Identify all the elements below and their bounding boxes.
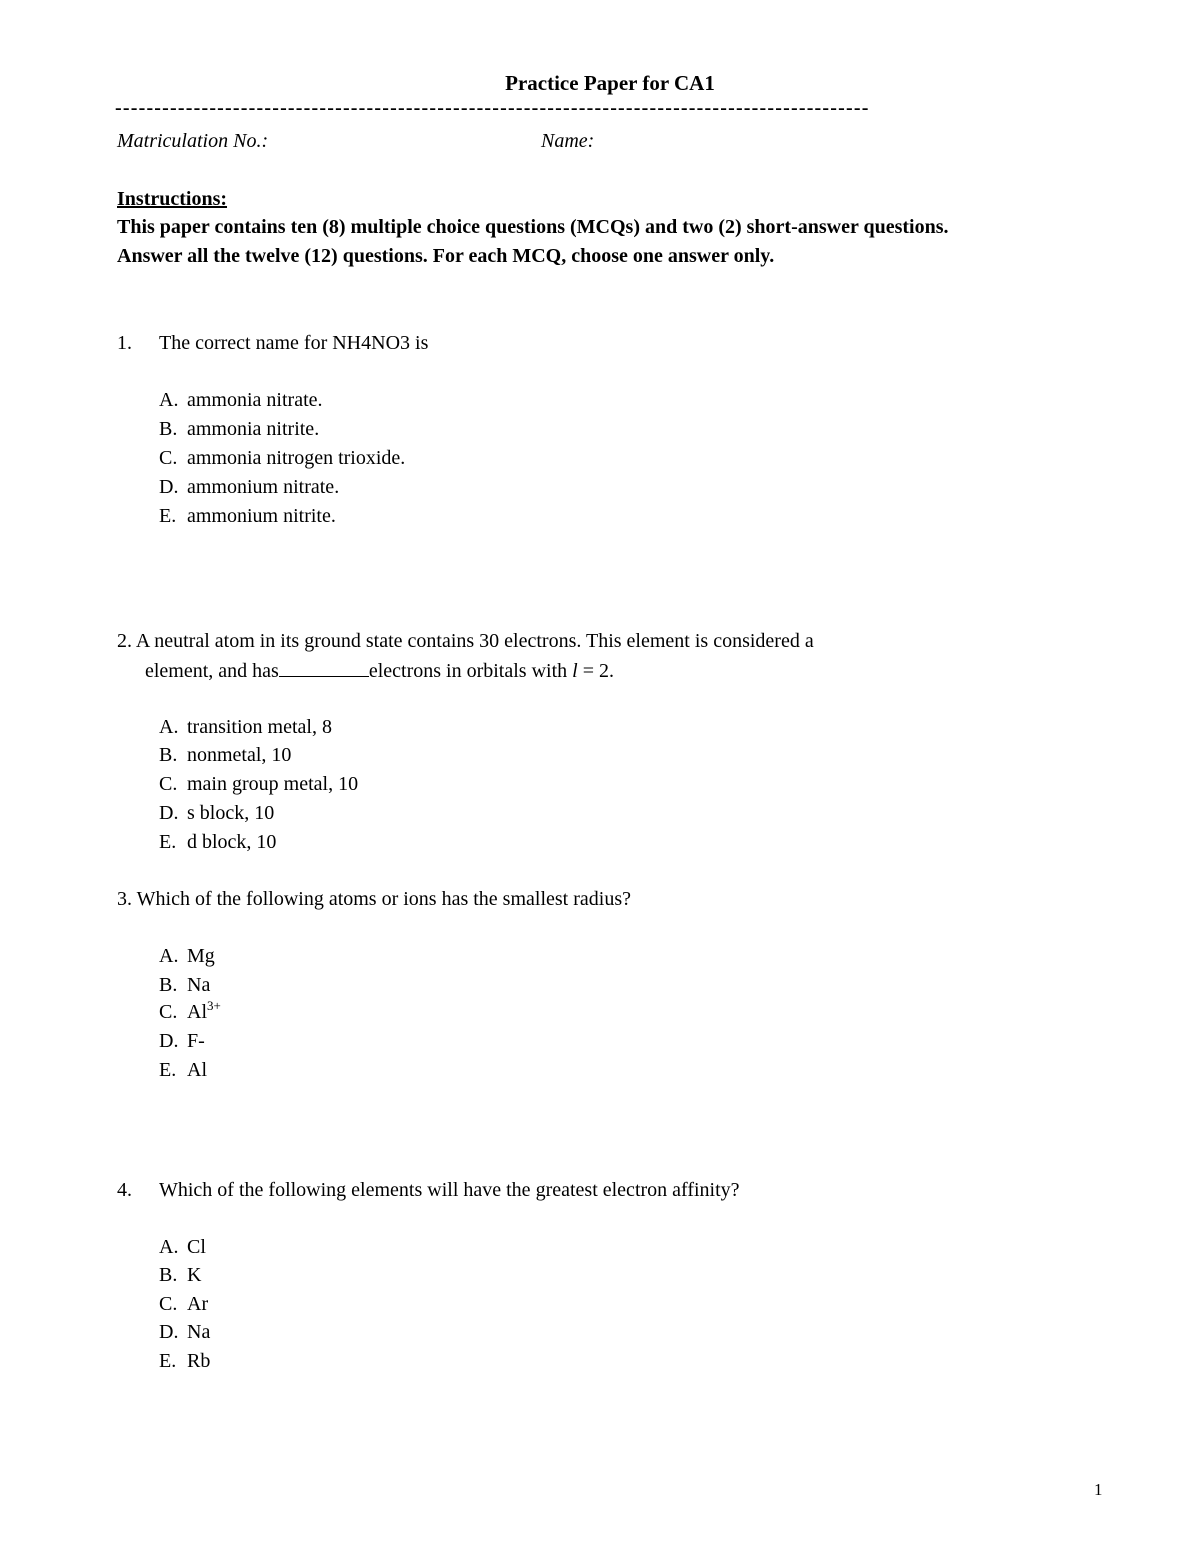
question-2-line-1: 2. A neutral atom in its ground state contains 30 electrons. This element is considered a [117, 630, 814, 652]
q3-option-a: A. Mg [159, 945, 215, 967]
answer-blank [279, 660, 369, 677]
page-number: 1 [1094, 1480, 1103, 1499]
instructions-line-2: Answer all the twelve (12) questions. For each MCQ, choose one answer only. [117, 245, 775, 267]
question-3-text: 3. Which of the following atoms or ions has the smallest radius? [117, 888, 631, 910]
instructions-heading: Instructions: [117, 188, 228, 210]
q1-option-a: A. ammonia nitrate. [159, 389, 323, 411]
q3-option-b: B. Na [159, 974, 211, 996]
name-label: Name: [541, 130, 595, 152]
q2-option-b: B. nonmetal, 10 [159, 744, 292, 766]
charge-superscript: 3+ [207, 998, 221, 1013]
q1-option-e: E. ammonium nitrite. [159, 505, 336, 527]
q2-option-c: C. main group metal, 10 [159, 773, 359, 795]
question-1-text: The correct name for NH4NO3 is [159, 332, 429, 354]
matriculation-label: Matriculation No.: [117, 130, 269, 152]
q3-option-e: E. Al [159, 1059, 207, 1081]
q1-option-d: D. ammonium nitrate. [159, 476, 340, 498]
q1-option-c: C. ammonia nitrogen trioxide. [159, 447, 406, 469]
q4-option-e: E. Rb [159, 1350, 211, 1372]
question-1-number: 1. [117, 332, 132, 354]
question-2-line-2: element, and has electrons in orbitals with l = 2. [145, 660, 614, 682]
q4-option-b: B. K [159, 1264, 202, 1286]
page-title: Practice Paper for CA1 [505, 71, 715, 95]
q4-option-d: D. Na [159, 1321, 211, 1343]
q2-option-a: A. transition metal, 8 [159, 716, 332, 738]
q2-option-d: D. s block, 10 [159, 802, 275, 824]
question-4-number: 4. [117, 1179, 132, 1201]
instructions-line-1: This paper contains ten (8) multiple choice questions (MCQs) and two (2) short-answer questions. [117, 216, 949, 238]
q1-option-b: B. ammonia nitrite. [159, 418, 320, 440]
q2-option-e: E. d block, 10 [159, 831, 277, 853]
question-4-text: Which of the following elements will have the greatest electron affinity? [159, 1179, 740, 1201]
q3-option-d: D. F- [159, 1030, 205, 1052]
q4-option-c: C. Ar [159, 1293, 209, 1315]
dashed-divider: ------------------------------------------------------------------------------------------------ [115, 98, 870, 118]
q3-option-c: C. $Al^{3+}$ [159, 998, 221, 1023]
q4-option-a: A. Cl [159, 1236, 206, 1258]
